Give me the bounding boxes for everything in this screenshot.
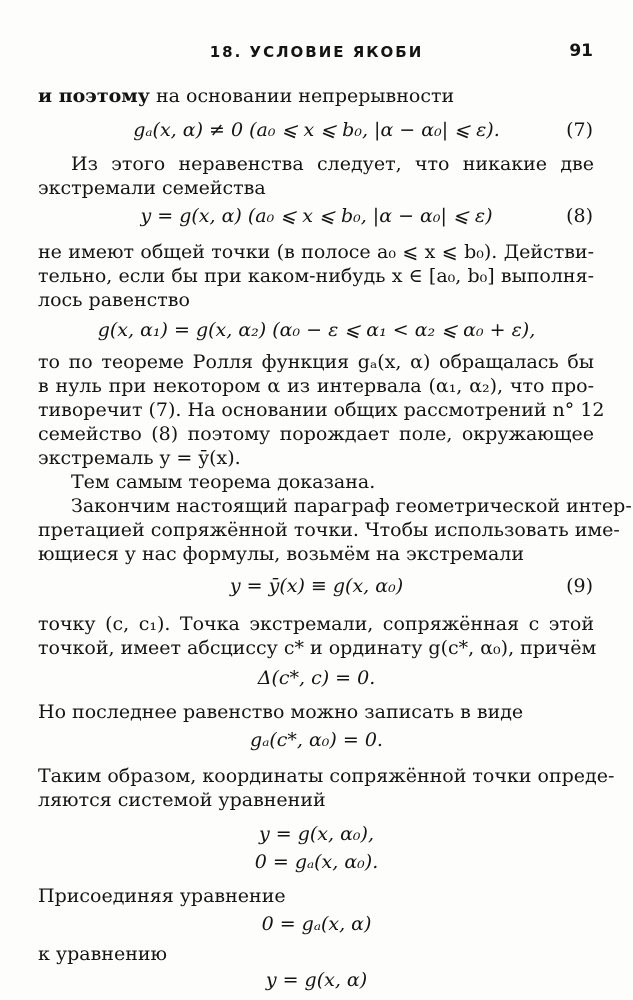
- equation-7: gₐ(x, α) ≠ 0 (a₀ ⩽ x ⩽ b₀, |α − α₀| ⩽ ε).: [133, 119, 500, 141]
- text-line: тельно, если бы при каком-нибудь x ∈ [a₀, b₀] выполня-: [38, 265, 594, 287]
- text-line: Тем самым теорема доказана.: [71, 471, 376, 493]
- page-number: 91: [569, 41, 593, 61]
- text-span: на основании непрерывности: [149, 85, 455, 107]
- text-line: в нуль при некотором α из интервала (α₁, α₂), что про-: [38, 375, 594, 397]
- equation-8: y = g(x, α) (a₀ ⩽ x ⩽ b₀, |α − α₀| ⩽ ε): [140, 205, 493, 227]
- equation-number: (8): [566, 205, 593, 227]
- text-line: Но последнее равенство можно записать в виде: [38, 701, 524, 723]
- text-line: Таким образом, координаты сопряжённой точки опреде-: [38, 765, 615, 787]
- text-line: не имеют общей точки (в полосе a₀ ⩽ x ⩽ b₀). Действи-: [38, 241, 594, 263]
- text-line: точку (c, c₁). Точка экстремали, сопряжённая с этой: [38, 613, 594, 635]
- text-line: к уравнению: [38, 943, 168, 965]
- text-line: [38, 84, 454, 108]
- equation: Δ(c*, c) = 0.: [257, 667, 376, 689]
- text-line: точкой, имеет абсциссу c* и ординату g(c*, α₀), причём: [38, 637, 597, 659]
- equation: gₐ(c*, α₀) = 0.: [250, 729, 383, 751]
- equation: 0 = gₐ(x, α): [261, 913, 372, 935]
- equation-9: y = ȳ(x) ≡ g(x, α₀): [229, 575, 404, 597]
- text-line: то по теореме Ролля функция gₐ(x, α) обращалась бы: [38, 351, 594, 373]
- text-line: лось равенство: [38, 289, 190, 311]
- text-line: претацией сопряжённой точки. Чтобы использовать име-: [38, 519, 620, 541]
- equation: y = g(x, α): [265, 969, 368, 991]
- text-line: семейство (8) поэтому порождает поле, окружающее: [38, 423, 594, 445]
- text-line: тиворечит (7). На основании общих рассмотрений n° 12: [38, 399, 605, 421]
- bold-lead: и поэтому: [38, 85, 150, 107]
- text-line: Присоединяя уравнение: [38, 885, 286, 907]
- equation: g(x, α₁) = g(x, α₂) (α₀ − ε ⩽ α₁ < α₂ ⩽ α₀ + ε),: [97, 319, 536, 341]
- text-line: Из этого неравенства следует, что никакие две: [71, 153, 594, 175]
- running-header-title: 18. УСЛОВИЕ ЯКОБИ: [209, 43, 424, 61]
- equation-number: (7): [566, 119, 593, 141]
- text-line: Закончим настоящий параграф геометрической интер-: [71, 495, 632, 517]
- system-equation-2: 0 = gₐ(x, α₀).: [254, 851, 379, 873]
- system-equation-1: y = g(x, α₀),: [258, 823, 374, 845]
- equation-number: (9): [566, 575, 593, 597]
- text-line: экстремаль y = ȳ(x).: [38, 447, 241, 469]
- text-line: ляются системой уравнений: [38, 789, 326, 811]
- text-line: экстремали семейства: [38, 177, 266, 199]
- text-line: ющиеся у нас формулы, возьмём на экстремали: [38, 543, 525, 565]
